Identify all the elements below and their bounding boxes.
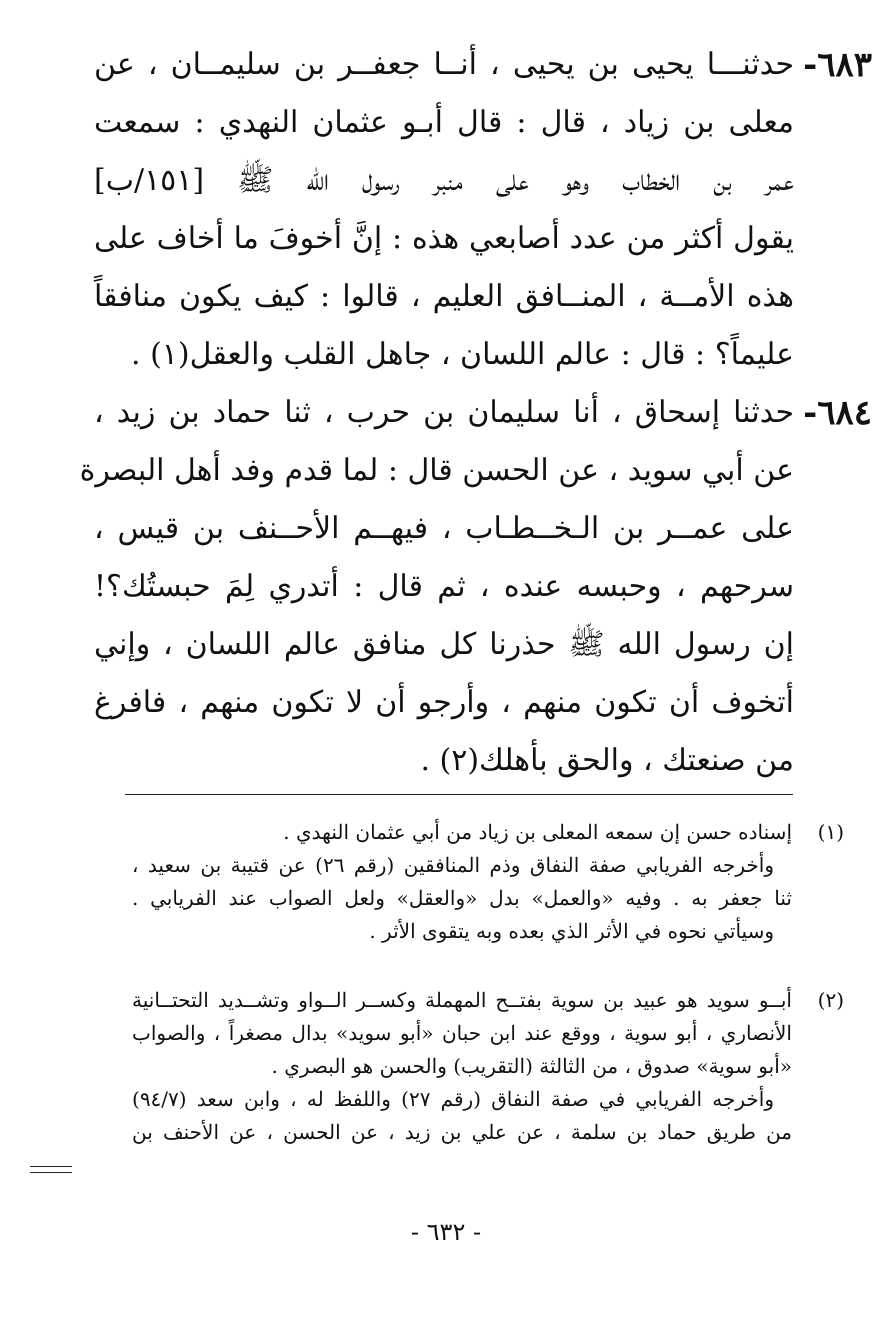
footnote-line: من طريق حماد بن سلمة ، عن علي بن زيد ، عن الحسن ، عن الأحنف بن [132,1120,792,1144]
footnote-line: وسيأتي نحوه في الأثر الذي بعده وبه يتقوى الأثر . [369,919,774,943]
footnote-line: أبــو سويد هو عبيد بن سوية بفتــح المهملة وكســر الــواو وتشــديد التحتــانية [132,988,792,1012]
hadith-entry-683 [94,36,872,384]
footnote-marker: (١) [817,820,844,844]
footnote-marker: (٢) [817,988,844,1012]
footnote-divider [125,794,793,795]
entry-line: عن أبي سويد ، عن الحسن قال : لما قدم وفد أهل البصرة [79,453,794,488]
entry-line: معلى بن زياد ، قال : قال أبـو عثمان النهدي : سمعت [94,105,794,140]
entry-number: ٦٨٣- [803,45,872,85]
entry-line: من صنعتك ، والحق بأهلك(٢) . [420,743,794,778]
hadith-entry-684 [79,384,872,790]
footnote-line: الأنصاري ، أبو سوية ، ووقع عند ابن حبان «أبو سويد» بدال مصغراً ، والصواب [132,1021,792,1045]
footnote-2 [132,984,844,1149]
entry-line: سرحهم ، وحبسه عنده ، ثم قال : أتدري لِمَ حبستُك؟! [94,569,794,604]
entry-line: عليماً؟ : قال : عالم اللسان ، جاهل القلب والعقل(١) . [131,337,794,372]
entry-line: حدثنـــا يحيى بن يحيى ، أنــا جعفــر بن سليمــان ، عن [94,47,794,82]
entry-line: إن رسول الله ﷺ حذرنا كل منافق عالم اللسان ، وإني [94,627,794,662]
footnote-line: وأخرجه الفريابي صفة النفاق وذم المنافقين (رقم ٢٦) عن قتيبة بن سعيد ، [132,853,774,877]
footnote-line: وأخرجه الفريابي في صفة النفاق (رقم ٢٧) واللفظ له ، وابن سعد (٩٤/٧) [132,1087,775,1111]
entry-line: حدثنا إسحاق ، أنا سليمان بن حرب ، ثنا حماد بن زيد ، [94,395,794,430]
entry-line: عمر بن الخطاب وهو على منبر رسول الله ﷺ [١٥١/ب] [94,163,794,198]
entry-line: هذه الأمــة ، المنــافق العليم ، قالوا : كيف يكون منافقاً [94,279,794,314]
footnote-line: ثنا جعفر به . وفيه «والعمل» بدل «والعقل» ولعل الصواب عند الفريابي . [132,886,792,910]
footnote-line: إسناده حسن إن سمعه المعلى بن زياد من أبي عثمان النهدي . [283,820,792,844]
entry-line: يقول أكثر من عدد أصابعي هذه : إنَّ أخوفَ ما أخاف على [94,221,794,256]
continuation-mark [30,1166,72,1173]
footnote-1 [132,816,844,948]
entry-line: على عمــر بن الـخــطـاب ، فيهــم الأحــنف بن قيس ، [94,511,794,546]
entry-line: أتخوف أن تكون منهم ، وأرجو أن لا تكون منهم ، فافرغ [94,685,794,720]
page-number: - ٦٣٢ - [410,1218,482,1246]
footnote-line: «أبو سوية» صدوق ، من الثالثة (التقريب) والحسن هو البصري . [271,1054,792,1078]
entry-number: ٦٨٤- [803,393,872,433]
